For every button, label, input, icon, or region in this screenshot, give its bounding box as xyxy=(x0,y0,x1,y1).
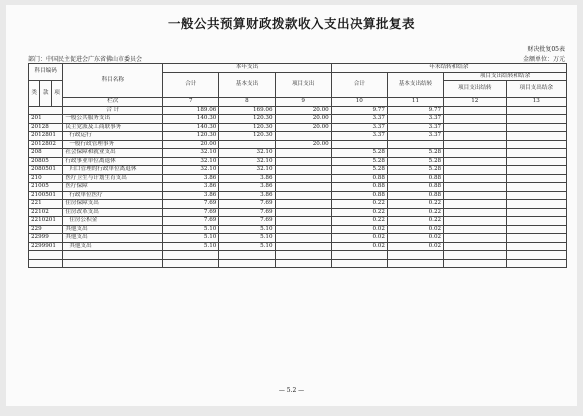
amount-cell: 5.28 xyxy=(331,157,387,166)
subject-name-cell: 行政单位医疗 xyxy=(63,191,163,200)
amount-cell: 5.28 xyxy=(331,149,387,158)
amount-cell xyxy=(275,166,331,175)
subject-name-cell: 社会保障和就业支出 xyxy=(63,149,163,158)
amount-cell xyxy=(506,123,567,132)
amount-cell xyxy=(331,259,387,268)
amount-cell xyxy=(444,140,506,149)
header-basic-carryover: 基本支出结转 xyxy=(387,72,443,98)
subject-code-cell: 20805 xyxy=(29,157,63,166)
amount-cell xyxy=(506,174,567,183)
subject-code-cell: 210 xyxy=(29,174,63,183)
amount-cell xyxy=(506,157,567,166)
amount-cell xyxy=(506,234,567,243)
amount-cell: 0.02 xyxy=(387,234,443,243)
amount-cell xyxy=(444,106,506,115)
amount-cell xyxy=(275,234,331,243)
amount-cell: 7.69 xyxy=(163,217,219,226)
amount-cell: 3.37 xyxy=(331,123,387,132)
amount-cell xyxy=(506,242,567,251)
header-balance-total: 合计 xyxy=(331,72,387,98)
header-subject-code: 科目编码 xyxy=(29,64,63,81)
table-row xyxy=(29,132,567,141)
table-row xyxy=(29,242,567,251)
header-kuan: 款 xyxy=(40,81,51,107)
column-label: 栏次 xyxy=(63,98,163,107)
amount-cell: 0.22 xyxy=(331,217,387,226)
subject-code-cell: 2100501 xyxy=(29,191,63,200)
amount-cell: 5.10 xyxy=(163,234,219,243)
amount-cell: 5.10 xyxy=(219,225,275,234)
subject-code-cell: 221 xyxy=(29,200,63,209)
department-name: 部门：中国民主促进会广东省佛山市委员会 xyxy=(28,56,143,63)
amount-cell xyxy=(444,174,506,183)
header-project-carryover: 项目支出结转 xyxy=(444,81,506,98)
amount-cell: 120.30 xyxy=(219,115,275,124)
subject-name-cell xyxy=(63,251,163,260)
amount-cell: 189.06 xyxy=(163,106,219,115)
subject-code-cell: 2012802 xyxy=(29,140,63,149)
subject-code-cell: 22999 xyxy=(29,234,63,243)
amount-cell: 0.22 xyxy=(387,217,443,226)
amount-cell xyxy=(444,217,506,226)
amount-cell: 3.86 xyxy=(163,174,219,183)
subject-code-cell: 22102 xyxy=(29,208,63,217)
amount-cell: 0.22 xyxy=(331,208,387,217)
amount-cell xyxy=(444,132,506,141)
amount-cell: 32.10 xyxy=(163,166,219,175)
amount-cell: 5.28 xyxy=(331,166,387,175)
table-row xyxy=(29,225,567,234)
amount-cell xyxy=(275,251,331,260)
amount-cell: 0.88 xyxy=(331,174,387,183)
subject-code-cell: 2012801 xyxy=(29,132,63,141)
amount-cell xyxy=(275,149,331,158)
subject-code-cell: 208 xyxy=(29,149,63,158)
subject-code-cell: 21005 xyxy=(29,183,63,192)
amount-cell: 32.10 xyxy=(219,157,275,166)
header-project-surplus: 项目支出结余 xyxy=(506,81,567,98)
subject-name-cell: 住房公积金 xyxy=(63,217,163,226)
amount-cell: 3.86 xyxy=(219,183,275,192)
header-project-carry-balance: 项目支出结转和结余 xyxy=(444,72,567,81)
amount-cell xyxy=(444,208,506,217)
subject-name-cell: 医疗保障 xyxy=(63,183,163,192)
amount-cell xyxy=(506,208,567,217)
subject-code-cell: 20128 xyxy=(29,123,63,132)
subject-code-cell xyxy=(29,106,63,115)
amount-cell xyxy=(444,191,506,200)
subject-code-cell: 2080501 xyxy=(29,166,63,175)
subject-name-cell xyxy=(63,259,163,268)
amount-cell xyxy=(275,132,331,141)
amount-cell xyxy=(275,174,331,183)
subject-name-cell: 合 计 xyxy=(63,106,163,115)
subject-code-cell xyxy=(29,251,63,260)
amount-cell xyxy=(331,140,387,149)
header-basic-expense: 基本支出 xyxy=(219,72,275,98)
amount-cell: 0.02 xyxy=(331,234,387,243)
table-row xyxy=(29,106,567,115)
amount-cell: 9.77 xyxy=(387,106,443,115)
amount-cell: 7.69 xyxy=(163,208,219,217)
amount-cell xyxy=(387,259,443,268)
amount-cell xyxy=(444,225,506,234)
table-row xyxy=(29,251,567,260)
amount-cell xyxy=(331,251,387,260)
amount-cell xyxy=(275,225,331,234)
table-row xyxy=(29,157,567,166)
subject-name-cell: 其他支出 xyxy=(63,225,163,234)
header-project-expense: 项目支出 xyxy=(275,72,331,98)
subject-name-cell: 其他支出 xyxy=(63,242,163,251)
amount-cell xyxy=(444,234,506,243)
amount-cell: 5.10 xyxy=(163,225,219,234)
amount-cell: 0.02 xyxy=(331,242,387,251)
amount-cell: 3.86 xyxy=(219,191,275,200)
table-row xyxy=(29,217,567,226)
amount-cell: 7.69 xyxy=(219,208,275,217)
amount-cell: 3.37 xyxy=(387,123,443,132)
amount-unit: 金额单位：万元 xyxy=(522,56,565,63)
column-number: 10 xyxy=(331,98,387,107)
column-number: 12 xyxy=(444,98,506,107)
amount-cell: 20.00 xyxy=(275,140,331,149)
column-number: 13 xyxy=(506,98,567,107)
column-number: 7 xyxy=(163,98,219,107)
amount-cell xyxy=(275,191,331,200)
subject-name-cell: 医疗卫生与计划生育支出 xyxy=(63,174,163,183)
amount-cell xyxy=(506,149,567,158)
amount-cell xyxy=(444,115,506,124)
amount-cell: 7.69 xyxy=(163,200,219,209)
table-row xyxy=(29,183,567,192)
table-row xyxy=(29,166,567,175)
amount-cell: 140.30 xyxy=(163,123,219,132)
page-number: — 5.2 — xyxy=(278,387,305,394)
header-subject-name: 科目名称 xyxy=(63,64,163,98)
amount-cell: 169.06 xyxy=(219,106,275,115)
amount-cell: 32.10 xyxy=(219,149,275,158)
amount-cell xyxy=(219,140,275,149)
amount-cell: 0.22 xyxy=(387,200,443,209)
amount-cell xyxy=(444,123,506,132)
amount-cell: 5.10 xyxy=(219,242,275,251)
amount-cell: 120.30 xyxy=(219,132,275,141)
amount-cell xyxy=(444,149,506,158)
column-number: 9 xyxy=(275,98,331,107)
amount-cell: 0.02 xyxy=(387,242,443,251)
amount-cell xyxy=(506,259,567,268)
amount-cell xyxy=(387,251,443,260)
table-row xyxy=(29,234,567,243)
subject-name-cell: 民主党派及工商联事务 xyxy=(63,123,163,132)
amount-cell: 3.37 xyxy=(331,132,387,141)
amount-cell: 3.37 xyxy=(331,115,387,124)
amount-cell: 5.28 xyxy=(387,157,443,166)
amount-cell: 7.69 xyxy=(219,217,275,226)
header-year-end-balance: 年末结转和结余 xyxy=(331,64,566,73)
amount-cell xyxy=(444,166,506,175)
table-row xyxy=(29,140,567,149)
header-total: 合计 xyxy=(163,72,219,98)
amount-cell: 20.00 xyxy=(275,115,331,124)
amount-cell xyxy=(275,217,331,226)
amount-cell: 0.88 xyxy=(331,191,387,200)
amount-cell: 0.22 xyxy=(387,208,443,217)
amount-cell: 0.02 xyxy=(387,225,443,234)
table-row xyxy=(29,191,567,200)
amount-cell xyxy=(444,242,506,251)
amount-cell xyxy=(444,259,506,268)
amount-cell: 3.86 xyxy=(219,174,275,183)
amount-cell xyxy=(506,166,567,175)
table-row xyxy=(29,149,567,158)
subject-name-cell: 住房改革支出 xyxy=(63,208,163,217)
amount-cell: 7.69 xyxy=(219,200,275,209)
header-current-year-expense: 本年支出 xyxy=(163,64,332,73)
subject-name-cell: 其他支出 xyxy=(63,234,163,243)
document-page xyxy=(6,5,577,406)
amount-cell xyxy=(444,200,506,209)
amount-cell: 5.10 xyxy=(163,242,219,251)
amount-cell: 20.00 xyxy=(275,123,331,132)
table-row xyxy=(29,123,567,132)
amount-cell: 3.37 xyxy=(387,132,443,141)
amount-cell: 0.02 xyxy=(331,225,387,234)
amount-cell: 5.28 xyxy=(387,149,443,158)
subject-code-cell: 229 xyxy=(29,225,63,234)
amount-cell: 3.86 xyxy=(163,183,219,192)
amount-cell xyxy=(275,157,331,166)
amount-cell xyxy=(219,259,275,268)
table-row xyxy=(29,259,567,268)
table-row xyxy=(29,174,567,183)
amount-cell xyxy=(506,251,567,260)
amount-cell: 20.00 xyxy=(163,140,219,149)
amount-cell xyxy=(506,191,567,200)
amount-cell xyxy=(163,259,219,268)
budget-table xyxy=(28,63,567,268)
subject-code-cell: 2299901 xyxy=(29,242,63,251)
column-number: 11 xyxy=(387,98,443,107)
amount-cell: 9.77 xyxy=(331,106,387,115)
header-xiang: 项 xyxy=(51,81,62,107)
amount-cell xyxy=(444,183,506,192)
amount-cell: 120.30 xyxy=(219,123,275,132)
amount-cell: 5.28 xyxy=(387,166,443,175)
subject-name-cell: 一般行政管理事务 xyxy=(63,140,163,149)
amount-cell: 20.00 xyxy=(275,106,331,115)
amount-cell: 3.37 xyxy=(387,115,443,124)
subject-name-cell: 行政事业单位离退休 xyxy=(63,157,163,166)
amount-cell xyxy=(506,217,567,226)
table-body xyxy=(29,106,567,268)
amount-cell: 140.30 xyxy=(163,115,219,124)
amount-cell: 0.88 xyxy=(387,191,443,200)
amount-cell: 0.88 xyxy=(387,174,443,183)
header-lei: 类 xyxy=(29,81,40,107)
subject-name-cell: 一般公共服务支出 xyxy=(63,115,163,124)
amount-cell: 32.10 xyxy=(219,166,275,175)
amount-cell xyxy=(506,200,567,209)
amount-cell: 32.10 xyxy=(163,157,219,166)
amount-cell: 3.86 xyxy=(163,191,219,200)
amount-cell xyxy=(506,225,567,234)
subject-code-cell xyxy=(29,259,63,268)
subject-name-cell: 归口管理的行政单位离退休 xyxy=(63,166,163,175)
amount-cell xyxy=(506,140,567,149)
amount-cell xyxy=(506,183,567,192)
amount-cell xyxy=(506,106,567,115)
amount-cell xyxy=(275,200,331,209)
amount-cell: 0.22 xyxy=(331,200,387,209)
amount-cell xyxy=(275,259,331,268)
subject-name-cell: 行政运行 xyxy=(63,132,163,141)
amount-cell: 0.88 xyxy=(387,183,443,192)
amount-cell xyxy=(506,132,567,141)
document-title: 一般公共预算财政拨款收入支出决算批复表 xyxy=(167,16,415,31)
amount-cell xyxy=(444,157,506,166)
amount-cell: 32.10 xyxy=(163,149,219,158)
amount-cell xyxy=(444,251,506,260)
subject-code-cell: 2210201 xyxy=(29,217,63,226)
amount-cell xyxy=(275,242,331,251)
table-row xyxy=(29,200,567,209)
amount-cell xyxy=(387,140,443,149)
table-row xyxy=(29,208,567,217)
amount-cell xyxy=(163,251,219,260)
amount-cell xyxy=(219,251,275,260)
table-row xyxy=(29,115,567,124)
amount-cell xyxy=(275,208,331,217)
column-number: 8 xyxy=(219,98,275,107)
amount-cell xyxy=(275,183,331,192)
amount-cell xyxy=(506,115,567,124)
form-code: 财决批复05表 xyxy=(527,46,565,53)
subject-code-cell: 201 xyxy=(29,115,63,124)
subject-name-cell: 住房保障支出 xyxy=(63,200,163,209)
amount-cell: 5.10 xyxy=(219,234,275,243)
amount-cell: 120.30 xyxy=(163,132,219,141)
amount-cell: 0.88 xyxy=(331,183,387,192)
